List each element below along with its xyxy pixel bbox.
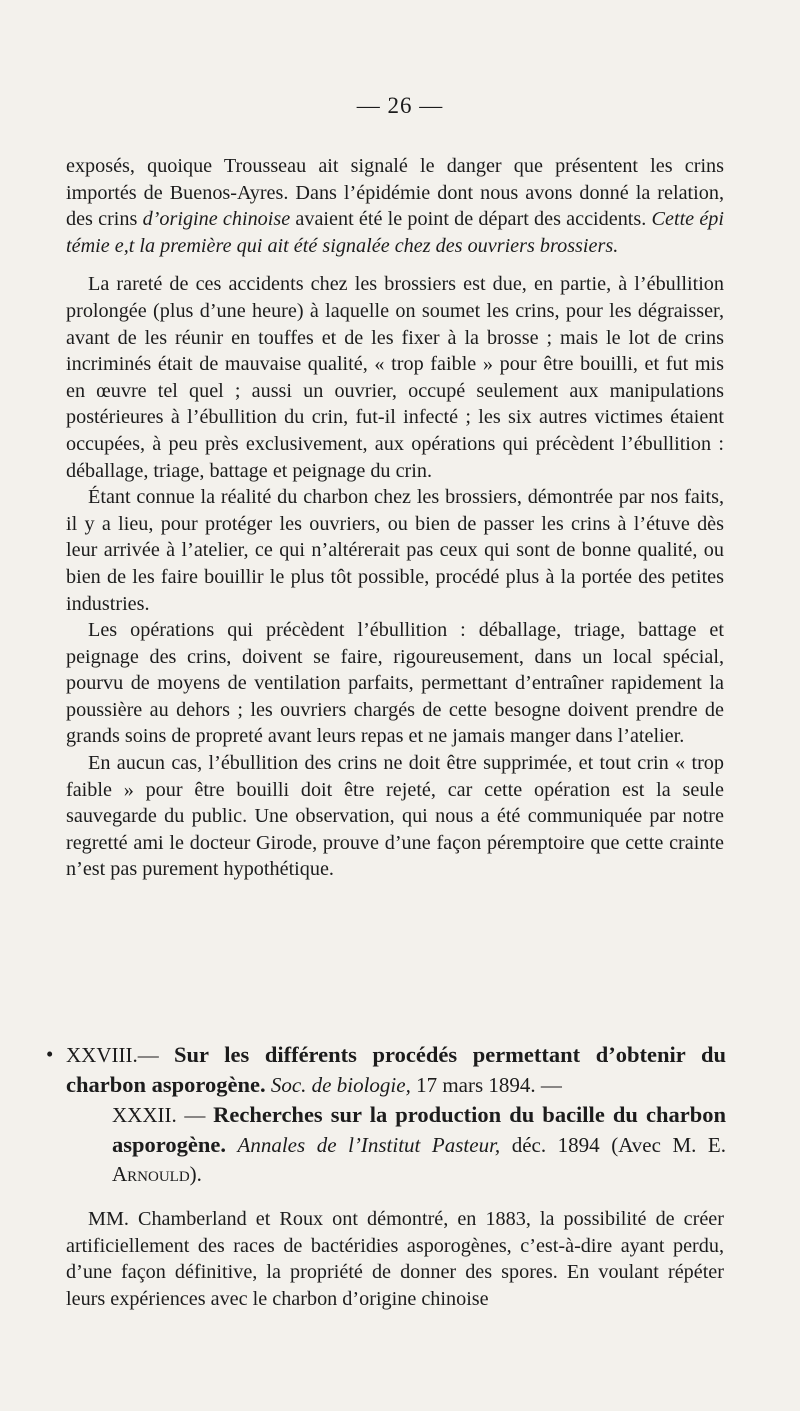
entry-title: Sur les différents procédés permettant d’obtenir du charbon asporogène. xyxy=(66,1042,726,1097)
entry-title: Recherches sur la production du bacille du charbon asporogène. xyxy=(112,1102,726,1157)
page-number: — 26 — xyxy=(356,93,444,118)
text-run: exposés, quoique Trousseau ait signalé le danger que présentent les crins importés de Buenos-Ayres. Dans l’épidémie dont nous avons donné la relation, des crins xyxy=(66,155,724,231)
entry-date: déc. 1894 (Avec M. E. xyxy=(511,1133,727,1157)
paragraph-3: Étant connue la réalité du charbon chez les brossiers, démontrée par nos faits, il y a lieu, pour protéger les ouvriers, ou bien de passer les crins à l’étuve dès leur arrivée à l’atelier, ce qui n’altérerait pas ceux qui sont de bonne qualité, ou bien de les faire bouillir le plus tôt possible, procédé plus à la portée des petites industries. xyxy=(66,486,724,615)
paragraph-1 xyxy=(66,153,724,259)
body-text xyxy=(66,153,724,883)
bullet: • xyxy=(46,1042,54,1066)
entry-source: Soc. de biologie, xyxy=(270,1073,411,1097)
body-text-2 xyxy=(66,1206,724,1312)
entry-line xyxy=(66,1100,726,1189)
entry-date-end: ). xyxy=(189,1162,202,1186)
paragraph-5: En aucun cas, l’ébullition des crins ne doit être supprimée, et tout crin « trop faible » pour être bouilli doit être rejeté, car cette opération est la seule sauvegarde du public. Une observation, qui nous a été communiquée par notre regretté ami le docteur Girode, prouve d’une façon péremptoire que cette crainte n’est pas purement hypothétique. xyxy=(66,752,724,881)
paragraph-2: La rareté de ces accidents chez les brossiers est due, en partie, à l’ébullition prolongée (plus d’une heure) à laquelle on soumet les crins, pour les dégraisser, avant de les réunir en touffes et de les fixer à la brosse ; mais le lot de crins incriminés était de mauvaise qualité, « trop faible » pour être bouilli, et fut mis en œuvre tel quel ; aussi un ouvrier, occupé seulement aux manipulations postérieures à l’ébullition du crin, fut-il infecté ; les six autres victimes étaient occupées, à peu près exclusivement, aux opérations qui précèdent l’ébullition : déballage, triage, battage et peignage du crin. xyxy=(66,273,724,482)
entry-coauthor: Arnould xyxy=(112,1162,190,1186)
entry-source: Annales de l’Institut Pasteur, xyxy=(237,1133,501,1157)
italic-run: d’origine chinoise xyxy=(142,208,291,231)
paragraph-4: Les opérations qui précèdent l’ébullition : déballage, triage, battage et peignage des crins, doivent se faire, rigoureusement, dans un local spécial, pourvu de moyens de ventilation parfaits, permettant d’entraîner rapidement la poussière au dehors ; les ouvriers chargés de cette besogne doivent prendre de grands soins de propreté avant leurs repas et ne jamais manger dans l’atelier. xyxy=(66,619,724,748)
text-run: avaient été le point de départ des accidents. xyxy=(290,208,652,231)
entry-date: 17 mars 1894. — xyxy=(416,1073,562,1097)
paragraph-6: MM. Chamberland et Roux ont démontré, en 1883, la possibilité de créer artificiellement des races de bactéridies asporogènes, c’est-à-dire ayant perdu, d’une façon définitive, la propriété de donner des spores. En voulant répéter leurs expériences avec le charbon d’origine chinoise xyxy=(66,1208,724,1310)
entry-number: XXVIII.— xyxy=(66,1043,159,1067)
italic-run: Cette épi témie e,t la première qui ait été signalée chez des ouvriers brossiers. xyxy=(66,208,725,257)
entry-line xyxy=(66,1040,726,1100)
entry-number: XXXII. — xyxy=(112,1103,206,1127)
bibliography-entry xyxy=(46,1040,727,1189)
